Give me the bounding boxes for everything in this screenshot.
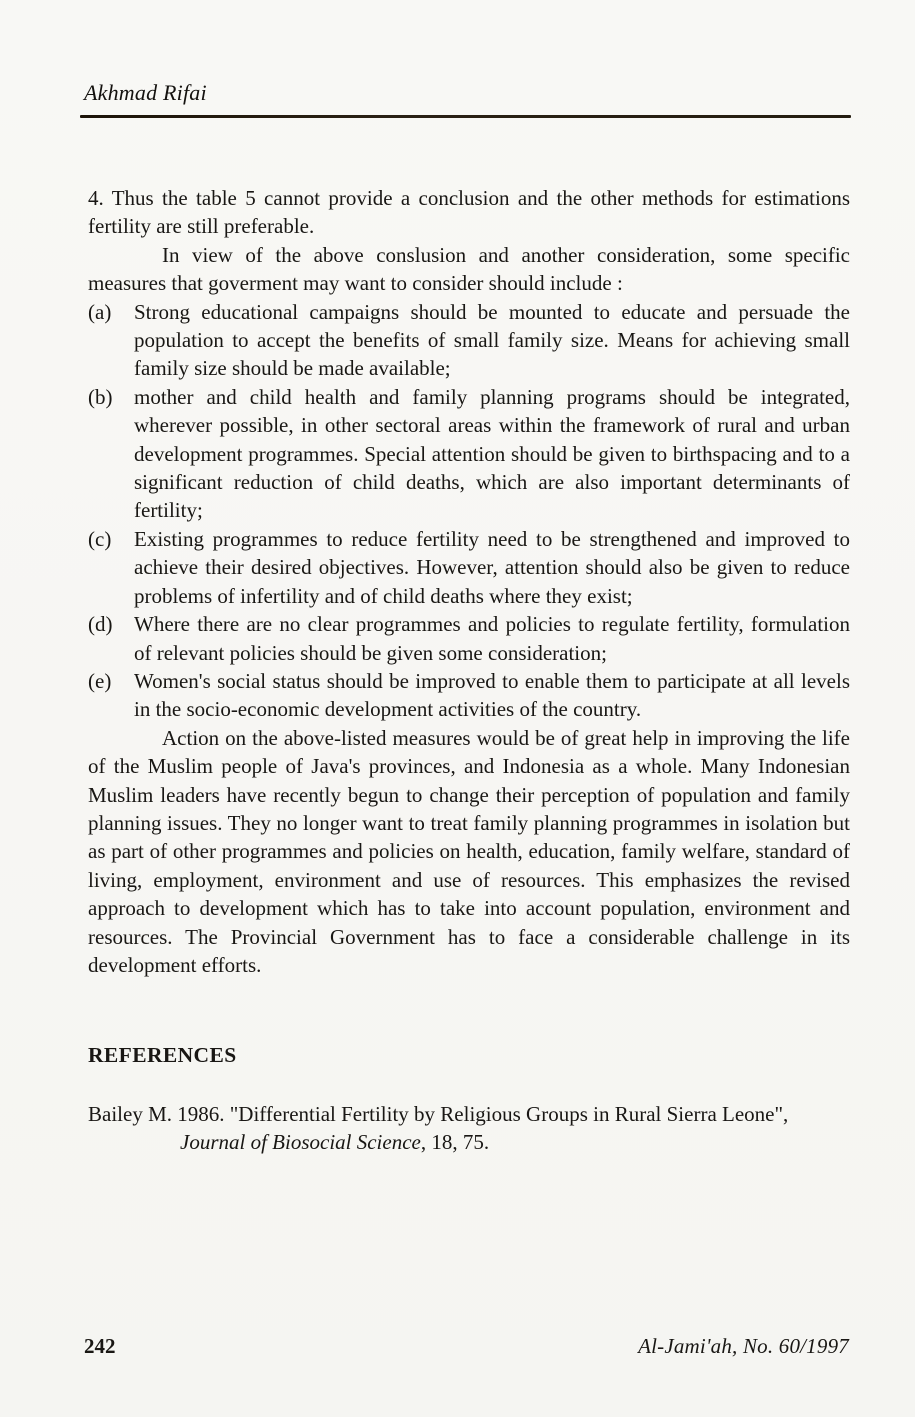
list-item-text: Existing programmes to reduce fertility need to be strengthened and improved to achieve their desired objectives. However, attention should also be given to reduce problems of infertility and of child deaths where they exist; xyxy=(134,526,850,608)
list-item-label: (b) xyxy=(88,384,113,409)
list-item-label: (d) xyxy=(88,612,113,637)
article-body xyxy=(88,184,850,1157)
page-number: 242 xyxy=(84,1334,116,1358)
header-rule xyxy=(80,115,851,118)
reference-entry-text: Bailey M. 1986. "Differential Fertility by Religious Groups in Rural Sierra Leone", xyxy=(88,1101,789,1126)
list-item-text: mother and child health and family planning programs should be integrated, wherever possible, in other sectoral areas within the framework of rural and urban development programmes. Special attention should be given to birthspacing and to a significant reduction of child deaths, which are also important determinants of fertility; xyxy=(134,384,850,523)
reference-entry-tail: , 18, 75. xyxy=(420,1130,490,1155)
list-item-a xyxy=(88,298,850,383)
list-item-label: (c) xyxy=(88,526,112,551)
journal-citation: Al-Jami'ah, No. 60/1997 xyxy=(638,1334,849,1358)
list-item-c xyxy=(88,525,850,610)
references-heading: REFERENCES xyxy=(88,1043,237,1068)
running-header-author: Akhmad Rifai xyxy=(84,80,207,105)
page-footer xyxy=(84,1334,849,1359)
paragraph-closing: Action on the above-listed measures would be of great help in improving the life of the Muslim people of Java's provinces, and Indonesia as a whole. Many Indonesian Muslim leaders have recently begun to change their perception of population and family planning issues. They no longer want to treat family planning programmes in isolation but as part of other programmes and policies on health, education, family welfare, standard of living, employment, environment and use of resources. This emphasizes the revised approach to development which has to take into account population, environment and resources. The Provincial Government has to face a considerable challenge in its development efforts. xyxy=(88,725,850,977)
list-item-text: Where there are no clear programmes and policies to regulate fertility, formulation of relevant policies should be given some consideration; xyxy=(134,612,850,665)
list-item-label: (e) xyxy=(88,668,112,693)
list-item-d xyxy=(88,610,850,667)
running-header xyxy=(80,80,851,118)
list-item-text: Strong educational campaigns should be mounted to educate and persuade the population to accept the benefits of small family size. Means for achieving small family size should be made available; xyxy=(134,299,850,381)
list-item-b xyxy=(88,383,850,525)
list-item-text: Women's social status should be improved to enable them to participate at all levels in the socio-economic development activities of the country. xyxy=(134,668,850,722)
measures-list xyxy=(88,298,850,724)
paragraph-point-4: 4. Thus the table 5 cannot provide a conclusion and the other methods for estimations fertility are still preferable. xyxy=(88,186,850,239)
paragraph-intro: In view of the above conslusion and another consideration, some specific measures that goverment may want to consider should include : xyxy=(88,242,850,296)
list-item-e xyxy=(88,667,850,724)
list-item-label: (a) xyxy=(88,299,112,324)
reference-journal-title: Journal of Biosocial Science xyxy=(180,1130,421,1155)
reference-entry xyxy=(88,1100,850,1157)
